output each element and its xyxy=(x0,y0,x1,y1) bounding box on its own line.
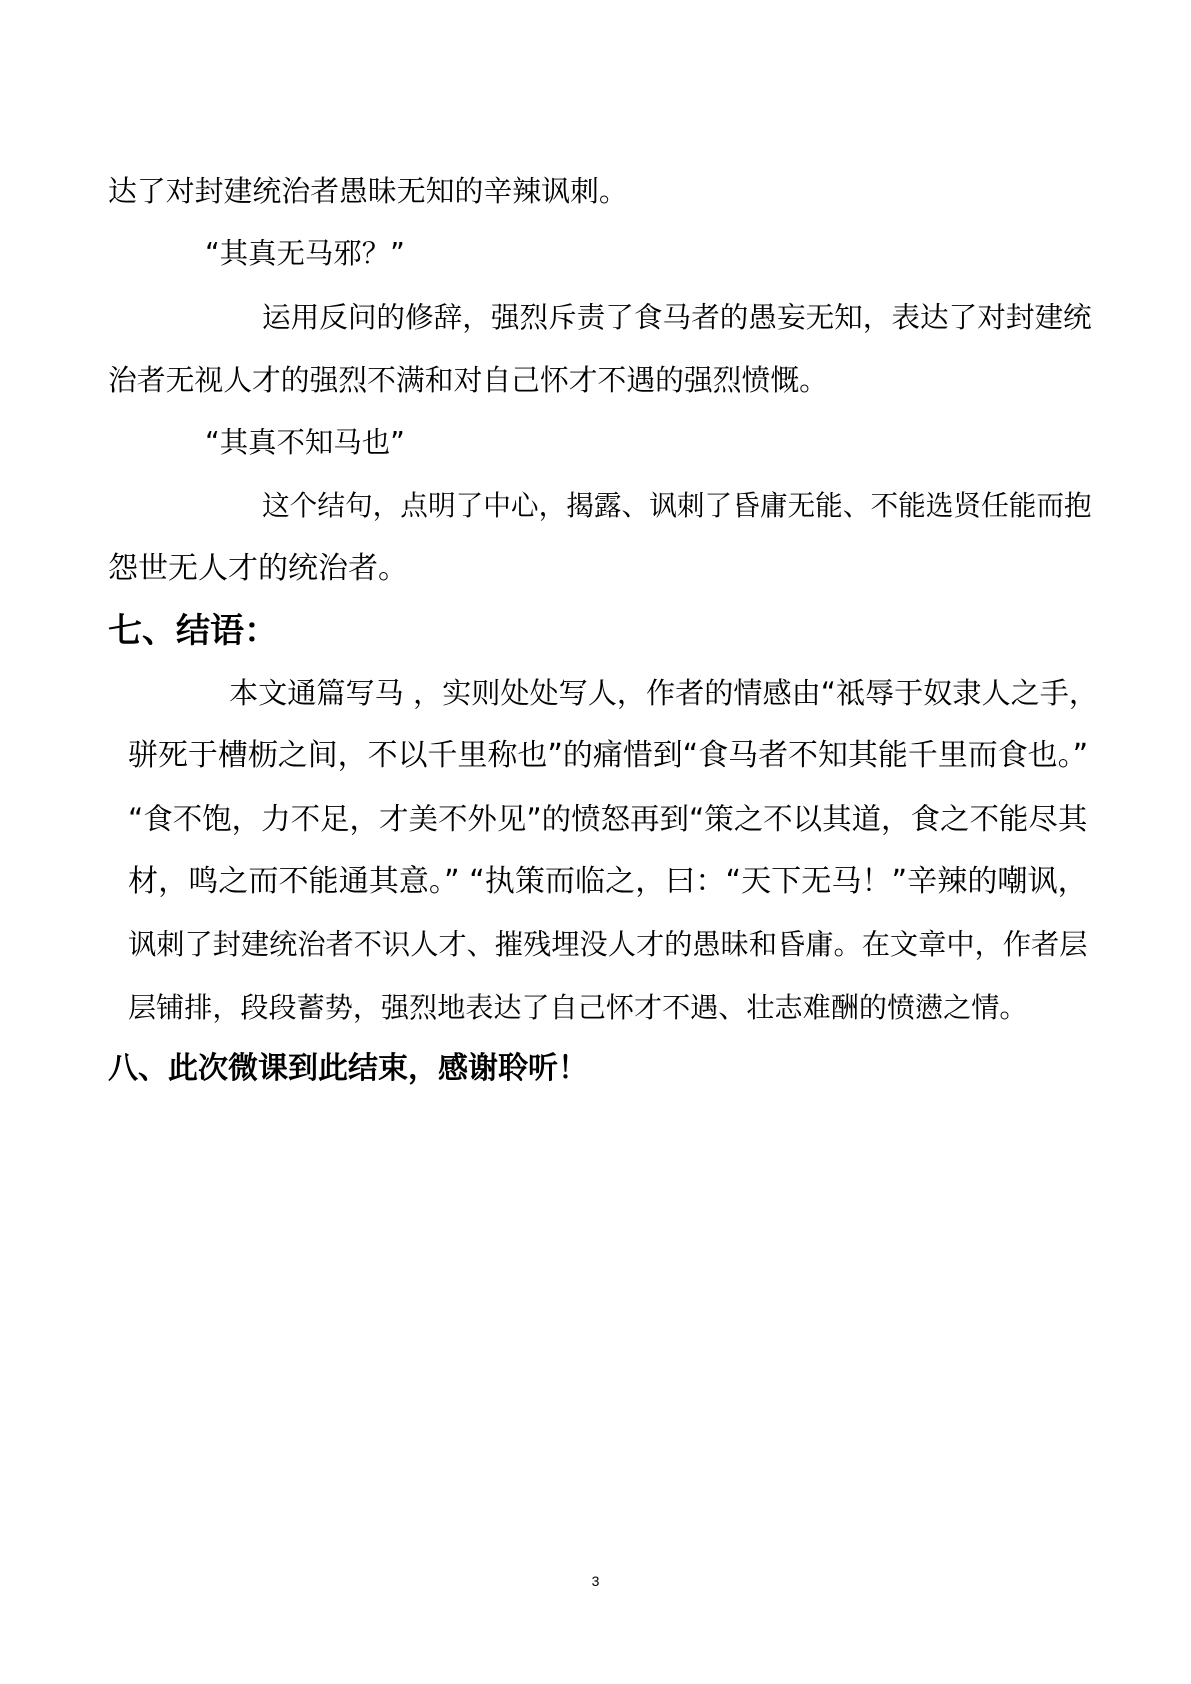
paragraph-line: 这个结句，点明了中心，揭露、讽刺了昏庸无能、不能选贤任能而抱 xyxy=(262,489,1092,522)
quote-line: “其真无马邪？” xyxy=(205,237,405,270)
paragraph-line: 本文通篇写马 ，实则处处写人，作者的情感由“祗辱于奴隶人之手， xyxy=(229,676,1098,710)
section-heading-closing: 八、此次微课到此结束，感谢聆听！ xyxy=(108,1051,588,1086)
paragraph-line: 材，鸣之而不能通其意。” “执策而临之，曰：“天下无马！”辛辣的嘲讽， xyxy=(128,864,1088,899)
quote-line: “其真不知马也” xyxy=(205,426,405,459)
paragraph-line: 层铺排，段段蓄势，强烈地表达了自己怀才不遇、壮志难酬的愤懑之情。 xyxy=(128,991,1028,1024)
section-heading-conclusion: 七、结语： xyxy=(108,611,278,651)
paragraph-line: 骈死于槽枥之间，不以千里称也”的痛惜到“食马者不知其能千里而食也。” xyxy=(128,738,1089,773)
paragraph-line: “食不饱，力不足，才美不外见”的愤怒再到“策之不以其道，食之不能尽其 xyxy=(128,802,1088,836)
paragraph-line: 运用反问的修辞，强烈斥责了食马者的愚妄无知，表达了对封建统 xyxy=(262,300,1092,334)
paragraph-line: 治者无视人才的强烈不满和对自己怀才不遇的强烈愤慨。 xyxy=(108,363,828,397)
page-number: 3 xyxy=(591,1573,600,1589)
paragraph-line: 讽刺了封建统治者不识人才、摧残埋没人才的愚昧和昏庸。在文章中，作者层 xyxy=(128,928,1088,961)
paragraph-line: 达了对封建统治者愚昧无知的辛辣讽刺。 xyxy=(108,174,628,208)
paragraph-line: 怨世无人才的统治者。 xyxy=(108,551,408,586)
